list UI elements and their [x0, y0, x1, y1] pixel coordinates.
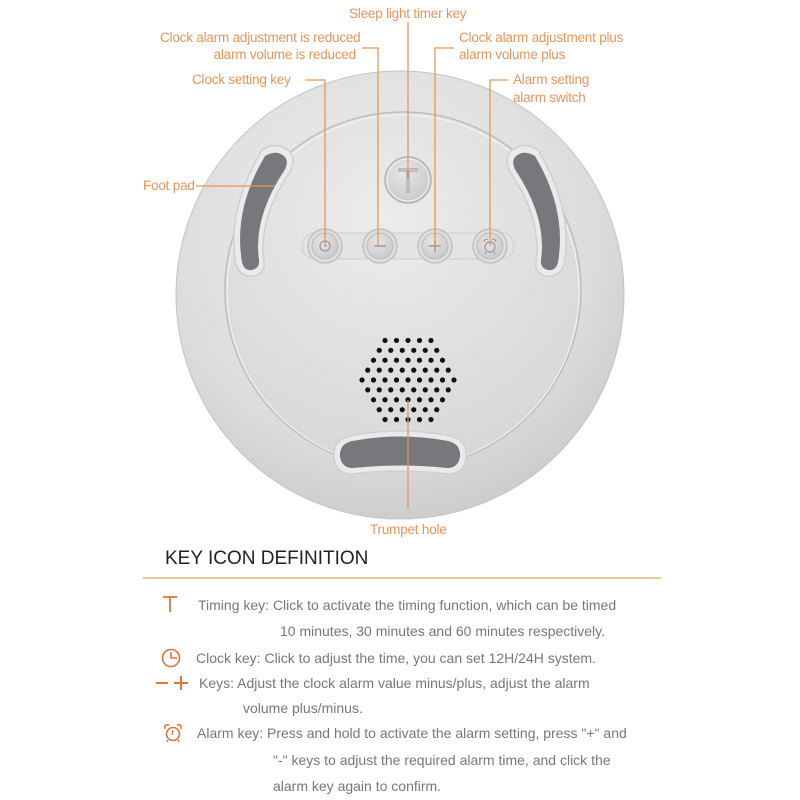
callout-trumpet-hole: Trumpet hole	[370, 522, 447, 537]
definition-alarm-line1: Alarm key: Press and hold to activate the alarm setting, press "+" and	[197, 725, 627, 741]
callout-plus-line1: Clock alarm adjustment plus	[459, 30, 624, 45]
clock-icon	[160, 647, 182, 669]
callout-plus-line2: alarm volume plus	[459, 47, 566, 62]
callout-clock-setting: Clock setting key	[192, 72, 291, 87]
foot-pad-bottom	[334, 431, 466, 474]
definition-timing-line1: Timing key: Click to activate the timing function, which can be timed	[198, 597, 617, 613]
callout-alarm-line2: alarm switch	[513, 90, 586, 105]
minus-button[interactable]	[363, 229, 397, 263]
definition-keys-line2: volume plus/minus.	[243, 700, 363, 716]
alarm-clock-icon	[162, 722, 184, 744]
definition-clock-line1: Clock key: Click to adjust the time, you can set 12H/24H system.	[196, 650, 596, 666]
definition-keys-line1: Keys: Adjust the clock alarm value minus/plus, adjust the alarm	[199, 675, 590, 691]
callout-sleep-light-timer: Sleep light timer key	[349, 6, 467, 21]
callout-minus-line1: Clock alarm adjustment is reduced	[160, 30, 361, 45]
callout-minus-line2: alarm volume is reduced	[213, 47, 356, 62]
heading-divider	[143, 577, 661, 579]
callout-alarm-line1: Alarm setting	[513, 72, 590, 87]
minus-plus-icon	[154, 674, 190, 692]
definition-timing-line2: 10 minutes, 30 minutes and 60 minutes respectively.	[280, 623, 606, 639]
T-icon	[160, 594, 180, 614]
definition-alarm-line3: alarm key again to confirm.	[273, 778, 442, 794]
section-heading: KEY ICON DEFINITION	[165, 548, 369, 569]
callout-foot-pad: Foot pad	[143, 178, 195, 193]
definition-alarm-line2: "-" keys to adjust the required alarm time, and click the	[273, 752, 611, 768]
